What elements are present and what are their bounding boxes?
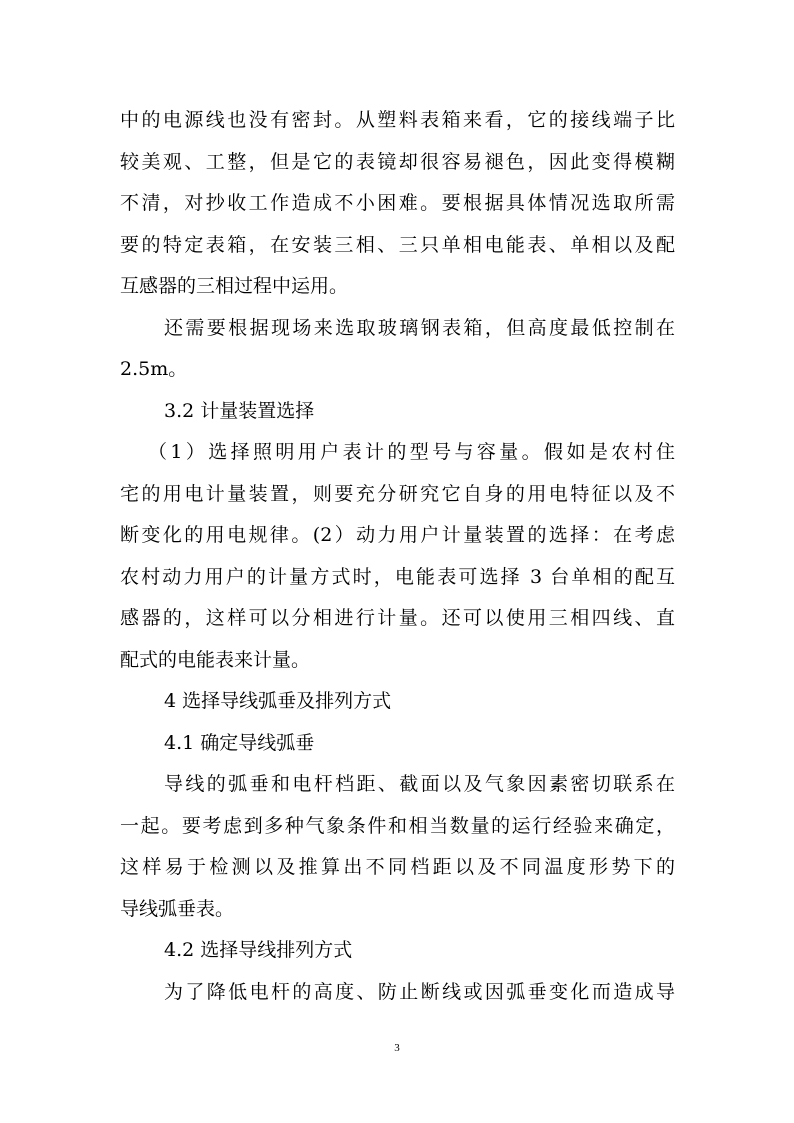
body-line: 互感器的三相过程中运用。 (120, 275, 349, 297)
section-heading: 4.2 选择导线排列方式 (164, 939, 353, 961)
body-line: 这样易于检测以及推算出不同档距以及不同温度形势下的 (120, 856, 675, 878)
section-heading: 4.1 确定导线弧垂 (164, 731, 315, 754)
body-line: 断变化的用电规律。(2）动力用户计量装置的选择：在考虑 (120, 524, 675, 546)
body-line: 导线弧垂表。 (120, 897, 235, 920)
body-line: 农村动力用户的计量方式时，电能表可选择 3 台单相的配互 (120, 565, 675, 588)
body-line: 感器的，这样可以分相进行计量。还可以使用三相四线、直 (120, 607, 675, 629)
body-line: 2.5m。 (120, 358, 188, 380)
body-line: （1）选择照明用户表计的型号与容量。假如是农村住 (148, 441, 675, 463)
body-line: 宅的用电计量装置，则要充分研究它自身的用电特征以及不 (120, 482, 675, 505)
body-line: 不清，对抄收工作造成不小困难。要根据具体情况选取所需 (120, 192, 675, 214)
body-line: 中的电源线也没有密封。从塑料表箱来看，它的接线端子比 (120, 109, 675, 131)
body-line: 配式的电能表来计量。 (120, 648, 311, 671)
body-line: 还需要根据现场来选取玻璃钢表箱，但高度最低控制在 (164, 316, 675, 339)
page-number: 3 (394, 1042, 400, 1054)
document-body (120, 100, 675, 1013)
body-line: 导线的弧垂和电杆档距、截面以及气象因素密切联系在 (164, 773, 675, 795)
section-heading: 3.2 计量装置选择 (164, 399, 315, 422)
body-line: 一起。要考虑到多种气象条件和相当数量的运行经验来确定， (120, 814, 675, 837)
body-line: 较美观、工整，但是它的表镜却很容易褪色，因此变得模糊 (120, 150, 675, 173)
section-heading: 4 选择导线弧垂及排列方式 (164, 690, 392, 712)
body-line: 要的特定表箱，在安装三相、三只单相电能表、单相以及配 (120, 233, 675, 256)
body-line: 为了降低电杆的高度、防止断线或因弧垂变化而造成导 (164, 980, 675, 1003)
